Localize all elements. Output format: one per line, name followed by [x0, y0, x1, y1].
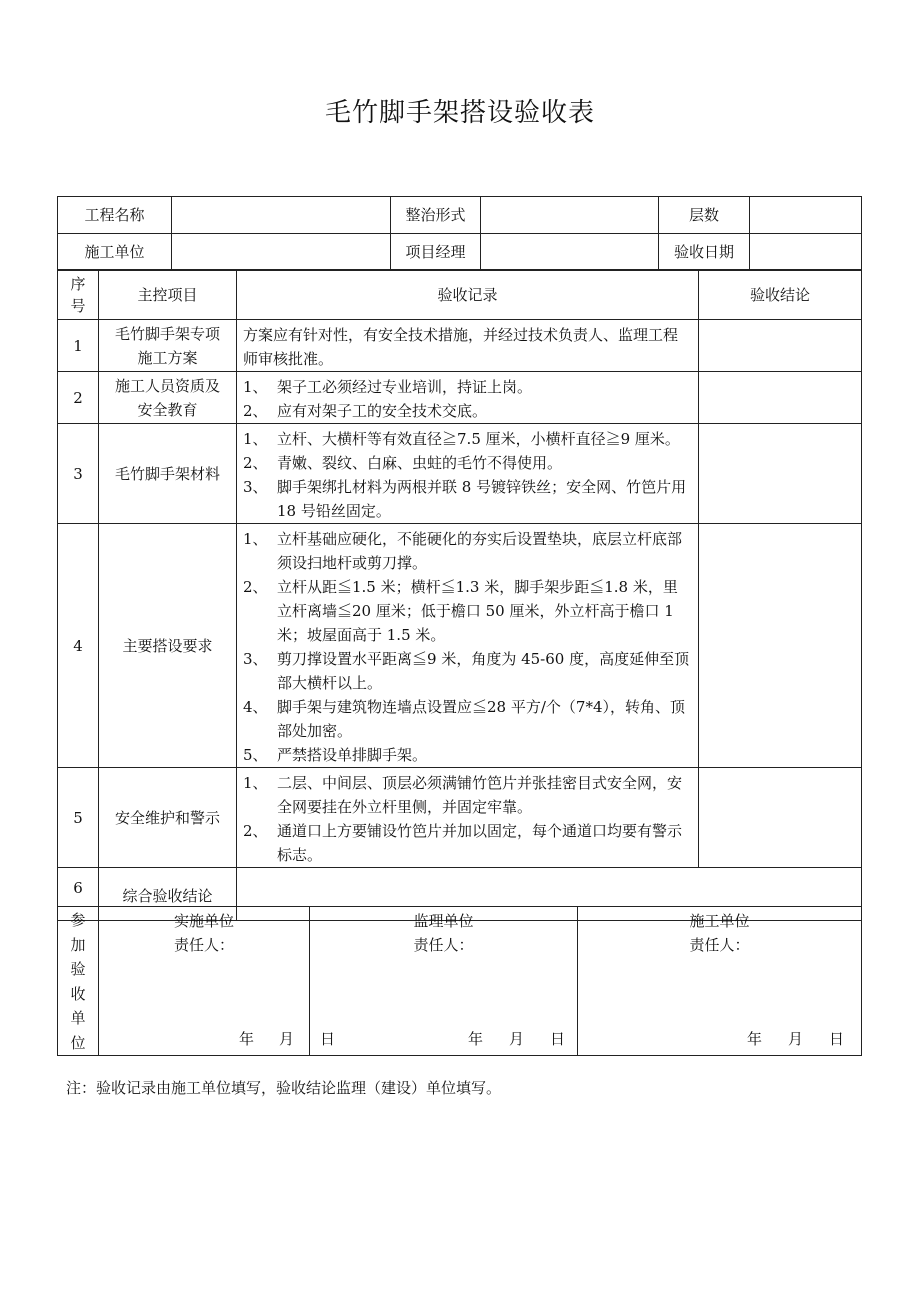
inspection-table [57, 269, 861, 921]
record-item-text: 立杆从距≦1.5 米；横杆≦1.3 米，脚手架步距≦1.8 米，里立杆离墙≦20 厘米；低于檐口 50 厘米，外立杆高于檐口 1 米；坡屋面高于 1.5 米。 [277, 578, 678, 644]
record-item [243, 399, 692, 423]
party-responsible: 责任人： [689, 936, 750, 954]
record-item [243, 771, 692, 819]
record-item-text: 通道口上方要铺设竹笆片并加以固定，每个通道口均要有警示标志。 [277, 822, 683, 864]
row-record [237, 424, 699, 524]
record-item-number: 1、 [243, 774, 268, 792]
row-item: 毛竹脚手架材料 [99, 424, 237, 524]
page-title: 毛竹脚手架搭设验收表 [324, 98, 595, 128]
acceptance-date-label: 验收日期 [659, 234, 750, 271]
table-row [58, 320, 862, 372]
construction-unit-field[interactable] [172, 234, 391, 271]
record-item [243, 695, 692, 743]
label-char: 单 [70, 1009, 86, 1027]
row-seq: 5 [58, 768, 99, 868]
signature-section [57, 906, 861, 1056]
row-conclusion-field[interactable] [699, 424, 862, 524]
date-year: 年 [468, 1030, 484, 1048]
col-seq-header [58, 270, 99, 320]
record-item-number: 1、 [243, 430, 268, 448]
record-item-number: 1、 [243, 530, 268, 548]
record-text: 方案应有针对性，有安全技术措施，并经过技术负责人、监理工程师审核批准。 [243, 326, 679, 368]
project-manager-field[interactable] [481, 234, 659, 271]
label-char: 收 [70, 984, 86, 1003]
project-manager-label: 项目经理 [391, 234, 481, 271]
record-item-number: 3、 [243, 650, 268, 668]
header-grid [57, 196, 861, 270]
floors-field[interactable] [750, 197, 862, 234]
record-item-text: 架子工必须经过专业培训，持证上岗。 [277, 378, 533, 396]
date-day: 日 [320, 1030, 336, 1048]
record-item [243, 527, 692, 575]
party-responsible: 责任人： [173, 936, 234, 954]
col-conclusion-header: 验收结论 [699, 270, 862, 320]
row-item [99, 372, 237, 424]
row-conclusion-field[interactable] [699, 768, 862, 868]
construction-unit-block[interactable] [578, 907, 862, 1056]
record-item-text: 青嫩、裂纹、白麻、虫蛀的毛竹不得使用。 [277, 454, 563, 472]
row-seq: 2 [58, 372, 99, 424]
row-conclusion-field[interactable] [699, 320, 862, 372]
date-month: 月 [509, 1030, 525, 1048]
party-responsible: 责任人： [413, 936, 474, 954]
col-seq-char-1: 序 [70, 274, 86, 293]
row-item: 综合验收结论 [99, 868, 237, 921]
record-item-text: 立杆基础应硬化，不能硬化的夯实后设置垫块，底层立杆底部须设扫地杆或剪刀撑。 [277, 530, 683, 572]
table-row [58, 768, 862, 868]
row-seq: 1 [58, 320, 99, 372]
construction-unit-label: 施工单位 [58, 234, 172, 271]
supervision-unit-block[interactable] [310, 907, 578, 1056]
record-item-text: 立杆、大横杆等有效直径≧7.5 厘米，小横杆直径≧9 厘米。 [277, 430, 680, 448]
col-item-header: 主控项目 [99, 270, 237, 320]
row-conclusion-field[interactable] [699, 524, 862, 768]
record-item-number: 2、 [243, 578, 268, 596]
record-item [243, 819, 692, 867]
table-row [58, 424, 862, 524]
record-item-number: 2、 [243, 822, 268, 840]
record-item-text: 剪刀撑设置水平距离≦9 米，角度为 45-60 度，高度延伸至顶部大横杆以上。 [277, 650, 690, 692]
row-item-line: 毛竹脚手架专项 [114, 324, 220, 343]
row-seq: 4 [58, 524, 99, 768]
implementing-unit-block[interactable] [99, 907, 336, 1056]
footnote: 注：验收记录由施工单位填写，验收结论监理（建设）单位填写。 [66, 1079, 502, 1097]
table-row [58, 524, 862, 768]
row-item: 安全维护和警示 [99, 768, 237, 868]
row-item: 主要搭设要求 [99, 524, 237, 768]
party-org: 监理单位 [413, 912, 474, 930]
row-seq: 3 [58, 424, 99, 524]
rectify-form-label: 整治形式 [391, 197, 481, 234]
table-row [58, 372, 862, 424]
label-char: 加 [70, 935, 86, 954]
row-item-line: 施工人员资质及 [114, 376, 220, 395]
record-item [243, 743, 692, 767]
floors-label: 层数 [659, 197, 750, 234]
record-item-text: 二层、中间层、顶层必须满铺竹笆片并张挂密目式安全网，安全网要挂在外立杆里侧，并固定牢靠。 [277, 774, 683, 816]
label-char: 参 [70, 911, 86, 929]
row-conclusion-field[interactable] [699, 372, 862, 424]
row-item-line: 施工方案 [137, 348, 198, 367]
record-item-number: 3、 [243, 478, 268, 496]
record-item-text: 严禁搭设单排脚手架。 [277, 746, 428, 764]
record-item-text: 脚手架与建筑物连墙点设置应≦28 平方/个（7*4），转角、顶部处加密。 [277, 698, 685, 740]
row-item [99, 320, 237, 372]
record-item-number: 1、 [243, 378, 268, 396]
col-record-header: 验收记录 [237, 270, 699, 320]
party-org: 实施单位 [173, 912, 234, 930]
date-day: 日 [550, 1030, 566, 1048]
record-item-number: 5、 [243, 746, 268, 764]
date-day: 日 [829, 1030, 845, 1048]
record-item [243, 427, 692, 451]
record-item [243, 575, 692, 647]
label-char: 位 [70, 1033, 86, 1052]
record-item [243, 475, 692, 523]
row-record [237, 768, 699, 868]
record-item-number: 4、 [243, 698, 268, 716]
col-seq-char-2: 号 [70, 296, 86, 315]
record-item-number: 2、 [243, 402, 268, 420]
row-seq: 6 [58, 868, 99, 921]
date-month: 月 [788, 1030, 804, 1048]
record-item-number: 2、 [243, 454, 268, 472]
participating-units-label [58, 907, 99, 1056]
rectify-form-field[interactable] [481, 197, 659, 234]
record-item [243, 647, 692, 695]
party-org: 施工单位 [689, 912, 750, 930]
record-item-text: 应有对架子工的安全技术交底。 [277, 402, 488, 420]
row-record [237, 372, 699, 424]
acceptance-date-field[interactable] [750, 234, 862, 271]
row-record [237, 320, 699, 372]
date-year: 年 [239, 1030, 255, 1048]
project-name-label: 工程名称 [58, 197, 172, 234]
record-item-text: 脚手架绑扎材料为两根并联 8 号镀锌铁丝；安全网、竹笆片用 18 号铅丝固定。 [277, 478, 687, 520]
row-record [237, 524, 699, 768]
date-year: 年 [747, 1030, 763, 1048]
label-char: 验 [70, 960, 86, 978]
date-month: 月 [279, 1030, 295, 1048]
record-item [243, 451, 692, 475]
project-name-field[interactable] [172, 197, 391, 234]
row-item-line: 安全教育 [137, 400, 198, 419]
record-item [243, 375, 692, 399]
